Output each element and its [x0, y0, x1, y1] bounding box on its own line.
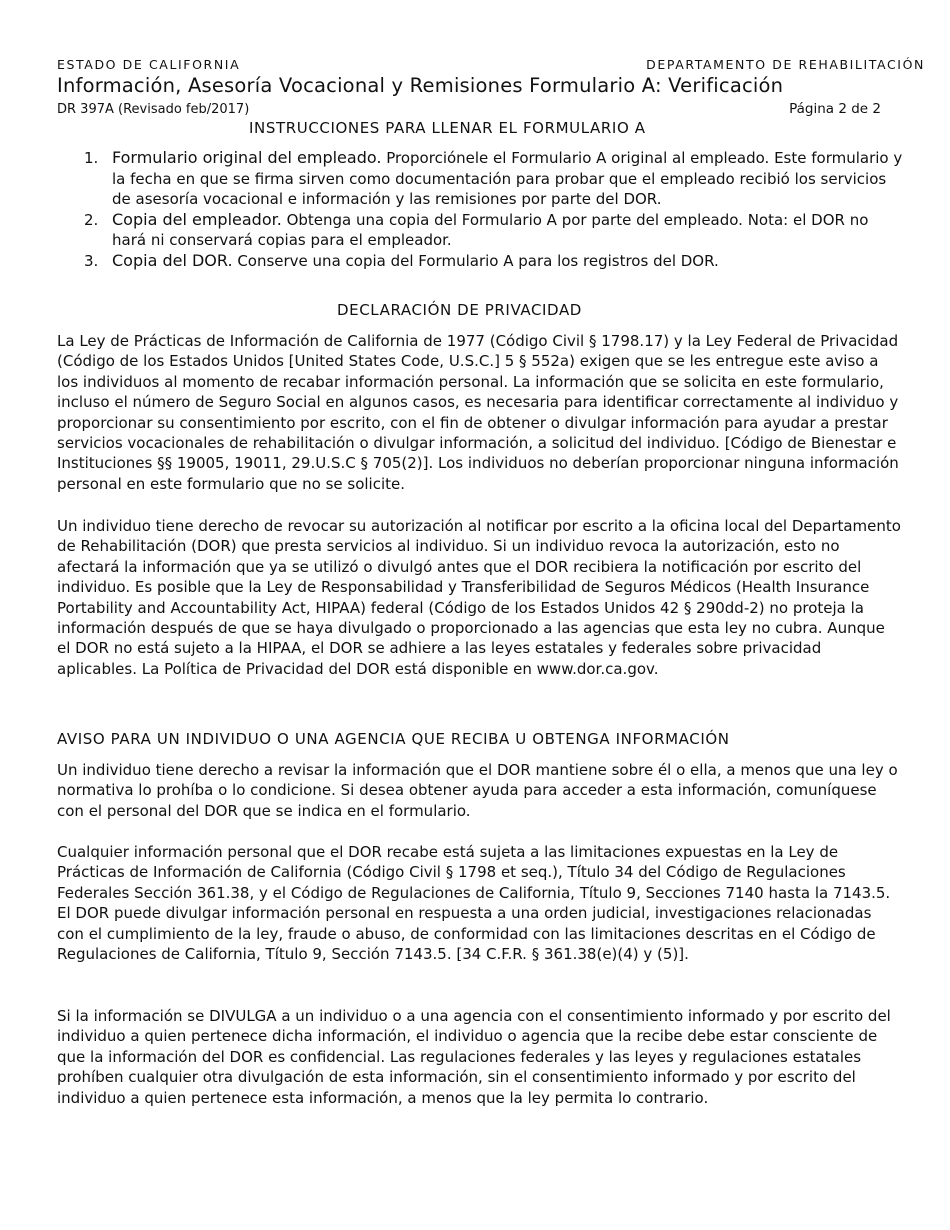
- instructions-list: [84, 148, 904, 271]
- list-item: [84, 210, 904, 251]
- item-number: 3.: [84, 251, 99, 270]
- header-sub-row: [57, 101, 925, 117]
- item-text: Obtenga una copia del Formulario A por parte del empleado. Nota: el DOR no hará ni conservará copias para el empleador.: [112, 210, 869, 249]
- privacy-paragraph: La Ley de Prácticas de Información de California de 1977 (Código Civil § 1798.17) y la Ley Federal de Privacidad (Código de los Estados Unidos [United States Code, U.S.C.] 5 § 552a) exigen que se les entregue este aviso a los individuos al momento de recabar información personal. La información que se solicita en este formulario, incluso el número de Seguro Social en algunos casos, es necesaria para identificar correctamente al individuo y proporcionar su consentimiento por escrito, con el fin de obtener o divulgar información para ayudar a prestar servicios vocacionales de rehabilitación o divulgar información, a solicitud del individuo. [Código de Bienestar e Instituciones §§ 19005, 19011, 29.U.S.C § 705(2)]. Los individuos no deberían proporcionar ninguna información personal en este formulario que no se solicite.: [57, 332, 899, 493]
- form-id: DR 397A (Revisado feb/2017): [57, 102, 250, 117]
- form-title: Información, Asesoría Vocacional y Remisiones Formulario A: Verificación: [57, 74, 784, 97]
- item-number: 1.: [84, 149, 99, 167]
- item-lead: Copia del DOR.: [112, 250, 233, 270]
- notice-heading: AVISO PARA UN INDIVIDUO O UNA AGENCIA QUE RECIBA U OBTENGA INFORMACIÓN: [57, 730, 730, 748]
- list-item: [84, 148, 904, 210]
- notice-paragraph: Un individuo tiene derecho a revisar la información que el DOR mantiene sobre él o ella, a menos que una ley o normativa lo prohíba o lo condicione. Si desea obtener ayuda para acceder a esta información, comuníquese con el personal del DOR que se indica en el formulario.: [57, 761, 898, 820]
- item-text: Proporciónele el Formulario A original al empleado. Este formulario y la fecha en que se firma sirven como documentación para probar que el empleado recibió los servicios de asesoría vocacional e información y las remisiones por parte del DOR.: [112, 149, 903, 208]
- state-label: ESTADO DE CALIFORNIA: [57, 57, 241, 72]
- list-item: [84, 251, 904, 272]
- header-top-row: [57, 57, 925, 72]
- item-number: 2.: [84, 210, 99, 229]
- privacy-heading: DECLARACIÓN DE PRIVACIDAD: [337, 301, 582, 319]
- item-text: Conserve una copia del Formulario A para los registros del DOR.: [237, 251, 719, 270]
- item-lead: Copia del empleador.: [112, 209, 282, 229]
- department-label: DEPARTAMENTO DE REHABILITACIÓN: [646, 57, 925, 72]
- privacy-paragraph: Un individuo tiene derecho de revocar su autorización al notificar por escrito a la oficina local del Departamento de Rehabilitación (DOR) que presta servicios al individuo. Si un individuo revoca la autorización, esto no afectará la información que ya se utilizó o divulgó antes que el DOR recibiera la notificación por escrito del individuo. Es posible que la Ley de Responsabilidad y Transferibilidad de Seguros Médicos (Health Insurance Portability and Accountability Act, HIPAA) federal (Código de los Estados Unidos 42 § 290dd-2) no proteja la información después de que se haya divulgado o proporcionado a las agencias que esta ley no cubra. Aunque el DOR no está sujeto a la HIPAA, el DOR se adhiere a las leyes estatales y federales sobre privacidad aplicables. La Política de Privacidad del DOR está disponible en www.dor.ca.gov.: [57, 517, 901, 678]
- item-lead: Formulario original del empleado.: [112, 148, 382, 167]
- instructions-heading: INSTRUCCIONES PARA LLENAR EL FORMULARIO A: [249, 119, 646, 137]
- notice-paragraph: Si la información se DIVULGA a un individuo o a una agencia con el consentimiento informado y por escrito del individuo a quien pertenece dicha información, el individuo o agencia que la recibe debe estar consciente de que la información del DOR es confidencial. Las regulaciones federales y las leyes y regulaciones estatales prohíben cualquier otra divulgación de esta información, sin el consentimiento informado y por escrito del individuo a quien pertenece esta información, a menos que la ley permita lo contrario.: [57, 1007, 891, 1107]
- notice-paragraph: Cualquier información personal que el DOR recabe está sujeta a las limitaciones expuestas en la Ley de Prácticas de Información de California (Código Civil § 1798 et seq.), Título 34 del Código de Regulaciones Federales Sección 361.38, y el Código de Regulaciones de California, Título 9, Secciones 7140 hasta la 7143.5. El DOR puede divulgar información personal en respuesta a una orden judicial, investigaciones relacionadas con el cumplimiento de la ley, fraude o abuso, de conformidad con las limitaciones descritas en el Código de Regulaciones de California, Título 9, Sección 7143.5. [34 C.F.R. § 361.38(e)(4) y (5)].: [57, 843, 891, 964]
- page-number: Página 2 de 2: [789, 101, 881, 117]
